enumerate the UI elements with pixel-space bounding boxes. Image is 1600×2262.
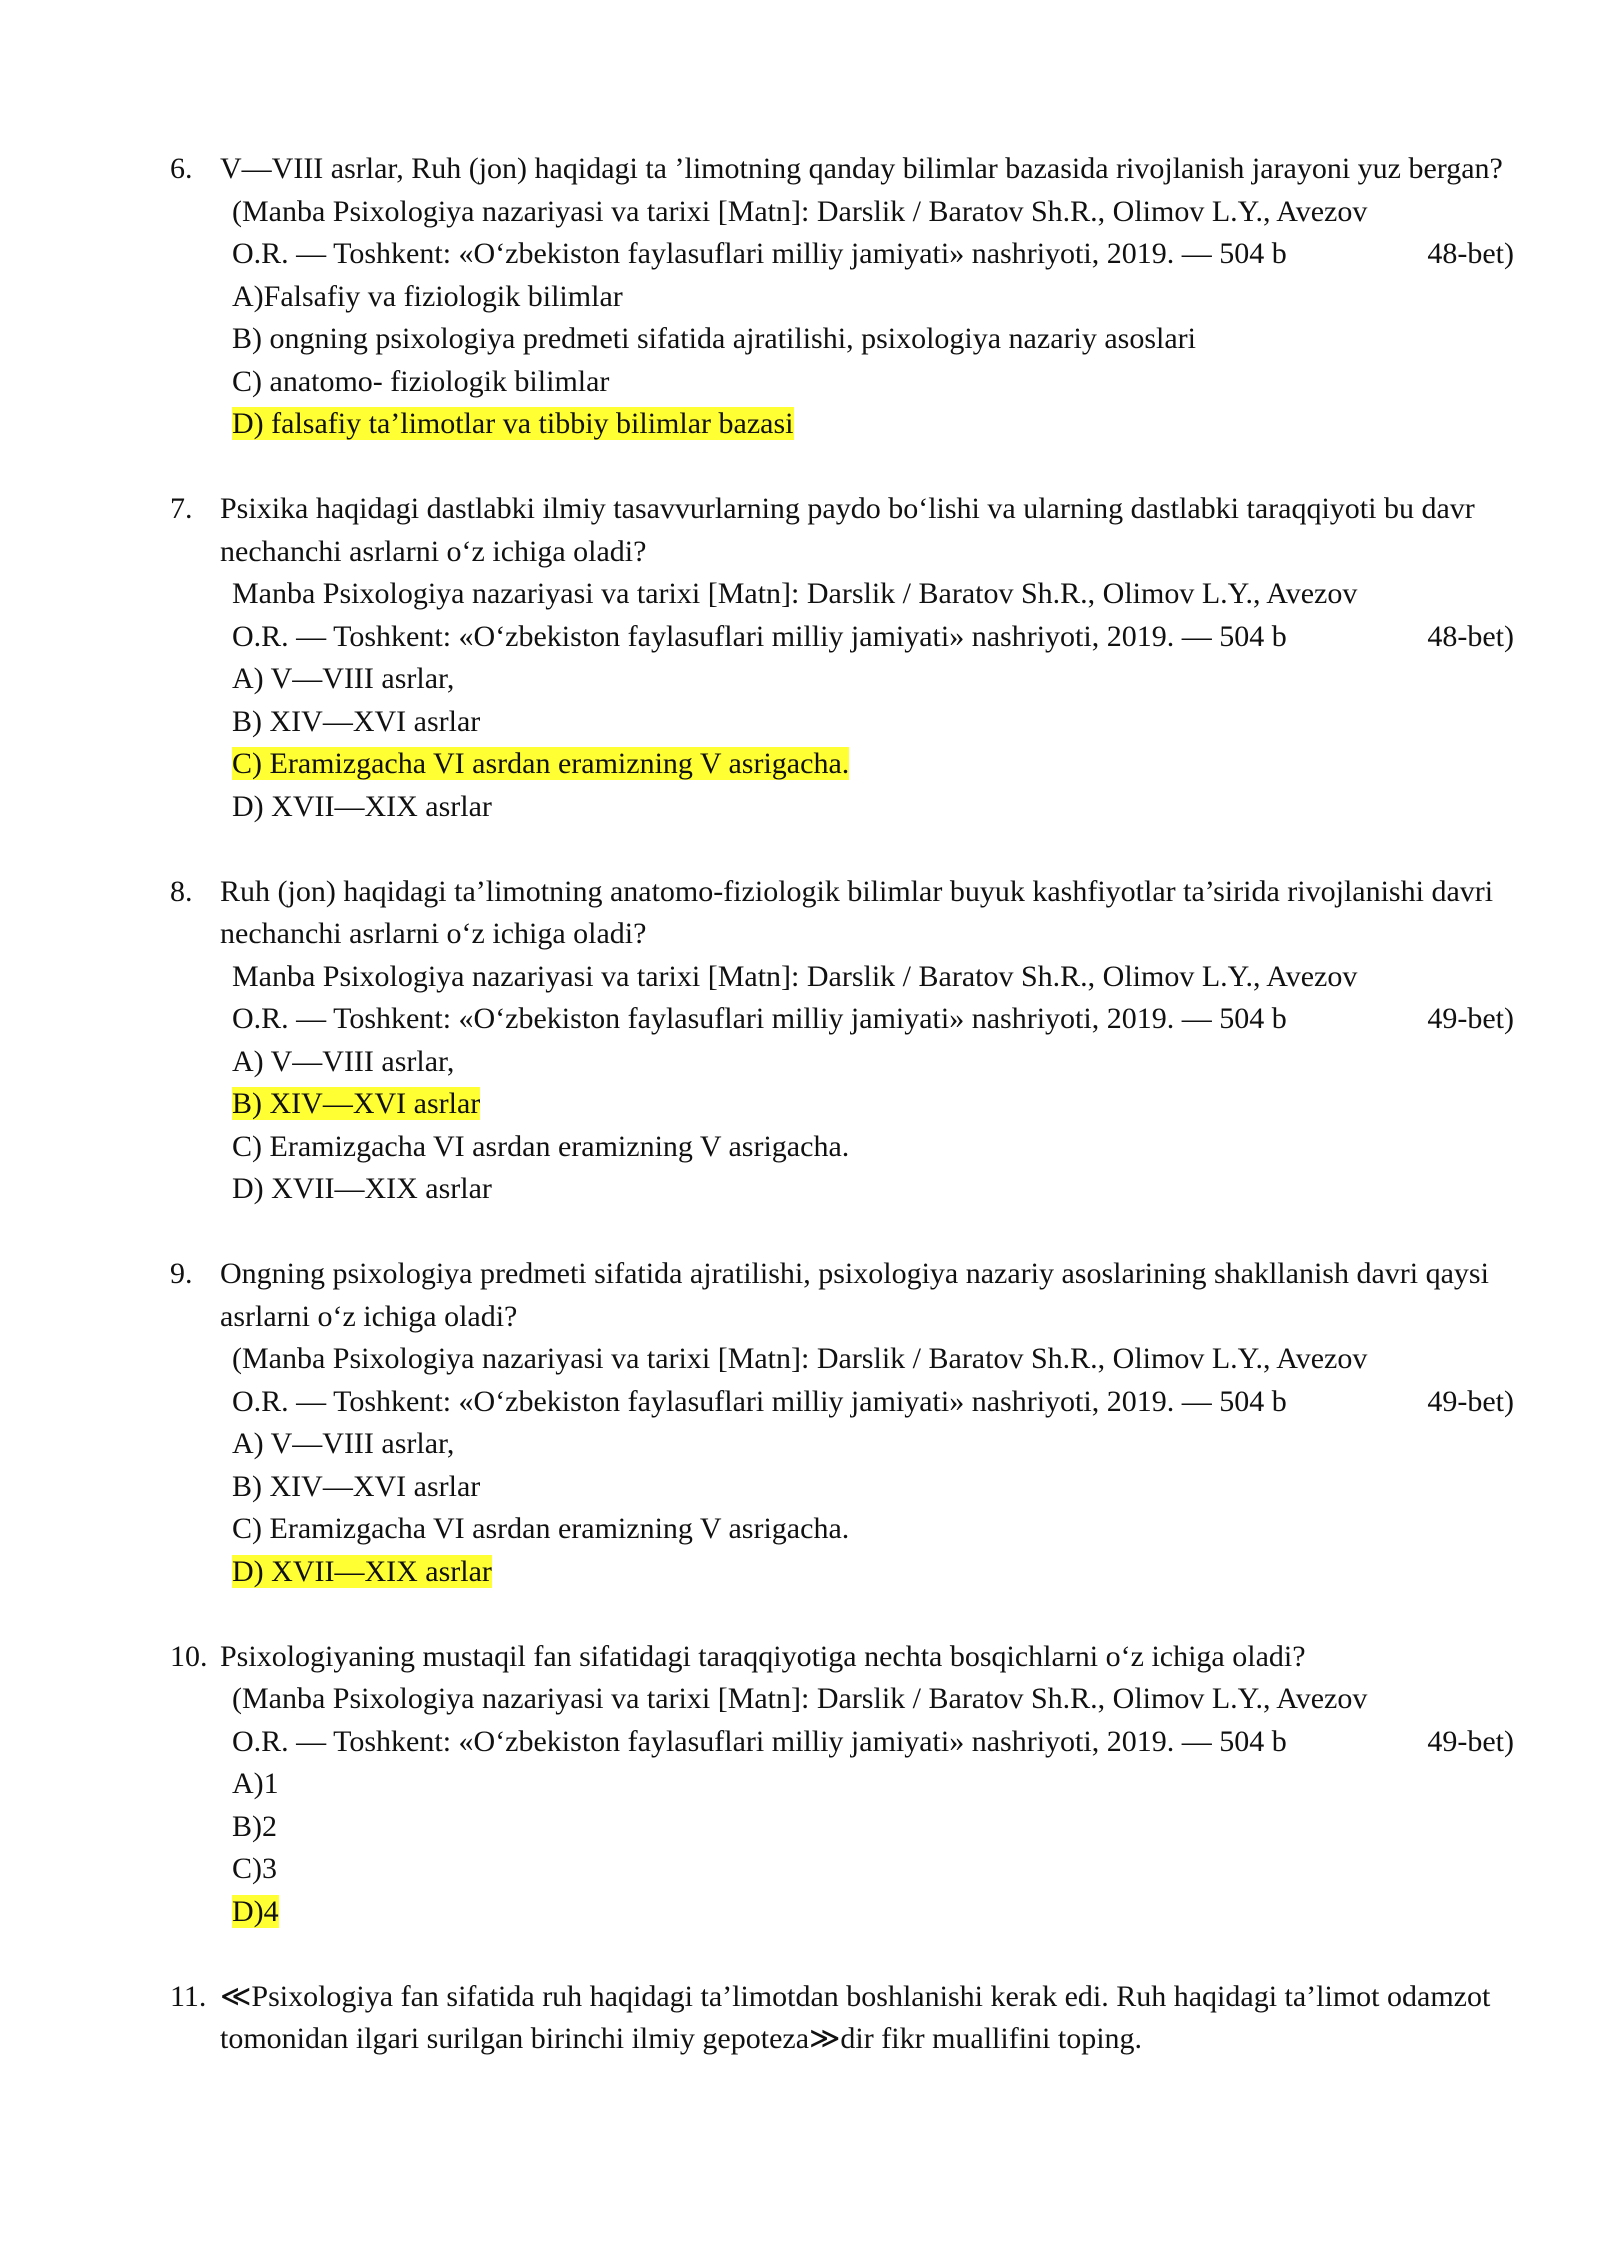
answer-option-text: A) V—VIII asrlar, [232, 662, 455, 695]
answer-option-text: B)2 [232, 1809, 277, 1843]
answer-option-text: B) XIV—XVI asrlar [232, 704, 481, 738]
question-number: 10. [170, 1639, 208, 1673]
answer-option-text: A) V—VIII asrlar, [232, 1044, 455, 1078]
source-reference [232, 1338, 1520, 1423]
answer-option-text: C) Eramizgacha VI asrdan eramizning V asrigacha. [232, 1512, 850, 1545]
answer-option-text: D) XVII—XIX asrlar [232, 789, 492, 823]
source-publisher: O.R. — Toshkent: «O‘zbekiston faylasuflari milliy jamiyati» nashriyoti, 2019. — 504 b [232, 237, 1287, 270]
answer-option-correct: D) XVII—XIX asrlar [232, 1554, 492, 1588]
question-text: Ongning psixologiya predmeti sifatida ajratilishi, psixologiya nazariy asoslarining shakllanish davri qaysi asrlarni o‘z ichiga oladi? [220, 1257, 1489, 1333]
answer-option-correct: C) Eramizgacha VI asrdan eramizning V asrigacha. [232, 747, 850, 780]
answer-option [232, 403, 1520, 446]
answer-option [232, 743, 1520, 786]
page-reference: 49-bet) [1427, 1002, 1514, 1035]
answer-option [232, 1891, 1520, 1934]
question-line [170, 488, 1520, 573]
question-number: 7. [170, 492, 193, 525]
source-publisher: O.R. — Toshkent: «O‘zbekiston faylasuflari milliy jamiyati» nashriyoti, 2019. — 504 b [232, 619, 1287, 653]
question-line [170, 871, 1520, 956]
question-text: V—VIII asrlar, Ruh (jon) haqidagi ta ’limotning qanday bilimlar bazasida rivojlanish jarayoni yuz bergan? [220, 152, 1503, 185]
source-reference [232, 1678, 1520, 1763]
page-reference: 48-bet) [1427, 619, 1514, 653]
answer-option [232, 1763, 1520, 1806]
source-reference [232, 956, 1520, 1041]
source-reference [232, 573, 1520, 658]
question-item [170, 871, 1520, 1211]
question-number: 11. [170, 1979, 207, 2013]
answer-option [232, 1126, 1520, 1169]
answer-option [232, 1423, 1520, 1466]
source-line-1: (Manba Psixologiya nazariyasi va tarixi [Matn]: Darslik / Baratov Sh.R., Olimov L.Y., Avezov [232, 194, 1368, 228]
answer-option [232, 786, 1520, 829]
question-item [170, 1976, 1520, 2061]
answer-option-correct: D) falsafiy ta’limotlar va tibbiy bilimlar bazasi [232, 407, 794, 440]
answer-option [232, 1508, 1520, 1551]
source-line-2 [232, 1381, 1520, 1424]
answer-option [232, 1083, 1520, 1126]
source-line-2 [232, 616, 1520, 659]
question-line [170, 1636, 1520, 1679]
answer-option [232, 318, 1520, 361]
answer-option-correct: B) XIV—XVI asrlar [232, 1087, 481, 1120]
question-text: Ruh (jon) haqidagi ta’limotning anatomo-fiziologik bilimlar buyuk kashfiyotlar ta’sirida rivojlanishi davri nechanchi asrlarni o‘z ichiga oladi? [220, 874, 1494, 950]
answer-option-text: C) anatomo- fiziologik bilimlar [232, 364, 610, 398]
source-line-2 [232, 1721, 1520, 1764]
question-text: ≪Psixologiya fan sifatida ruh haqidagi ta’limotdan boshlanishi kerak edi. Ruh haqidagi ta’limot odamzot tomonidan ilgari surilgan birinchi ilmiy gepoteza≫dir fikr muallifini toping. [220, 1979, 1491, 2055]
answer-option [232, 361, 1520, 404]
answer-option-text: C) Eramizgacha VI asrdan eramizning V asrigacha. [232, 1129, 850, 1163]
source-line-1: (Manba Psixologiya nazariyasi va tarixi [Matn]: Darslik / Baratov Sh.R., Olimov L.Y., Avezov [232, 1342, 1368, 1375]
page-reference: 49-bet) [1427, 1724, 1514, 1758]
question-item [170, 148, 1520, 446]
source-publisher: O.R. — Toshkent: «O‘zbekiston faylasuflari milliy jamiyati» nashriyoti, 2019. — 504 b [232, 1002, 1287, 1035]
question-number: 6. [170, 152, 193, 185]
answer-option [232, 1466, 1520, 1509]
answer-option [232, 1551, 1520, 1594]
answer-option [232, 1806, 1520, 1849]
question-number: 9. [170, 1257, 193, 1290]
question-item [170, 1253, 1520, 1593]
answer-option-text: B) ongning psixologiya predmeti sifatida ajratilishi, psixologiya nazariy asoslari [232, 322, 1196, 355]
source-publisher: O.R. — Toshkent: «O‘zbekiston faylasuflari milliy jamiyati» nashriyoti, 2019. — 504 b [232, 1384, 1287, 1418]
answer-option [232, 701, 1520, 744]
answer-option [232, 658, 1520, 701]
question-item [170, 1636, 1520, 1934]
page-reference: 49-bet) [1427, 1384, 1514, 1418]
question-number: 8. [170, 874, 193, 908]
answer-option [232, 1168, 1520, 1211]
answer-option-text: C)3 [232, 1852, 277, 1885]
question-line [170, 1976, 1520, 2061]
answer-option [232, 1041, 1520, 1084]
source-line-2 [232, 998, 1520, 1041]
source-line-1: Manba Psixologiya nazariyasi va tarixi [Matn]: Darslik / Baratov Sh.R., Olimov L.Y., Avezov [232, 577, 1358, 610]
source-line-2 [232, 233, 1520, 276]
source-line-1: (Manba Psixologiya nazariyasi va tarixi [Matn]: Darslik / Baratov Sh.R., Olimov L.Y., Avezov [232, 1682, 1368, 1715]
question-line [170, 148, 1520, 191]
question-item [170, 488, 1520, 828]
answer-option-text: D) XVII—XIX asrlar [232, 1172, 492, 1205]
source-line-1: Manba Psixologiya nazariyasi va tarixi [Matn]: Darslik / Baratov Sh.R., Olimov L.Y., Avezov [232, 959, 1358, 993]
answer-option [232, 1848, 1520, 1891]
answer-option-text: A)Falsafiy va fiziologik bilimlar [232, 279, 623, 313]
answer-option-text: B) XIV—XVI asrlar [232, 1469, 481, 1503]
question-text: Psixika haqidagi dastlabki ilmiy tasavvurlarning paydo bo‘lishi va ularning dastlabki taraqqiyoti bu davr nechanchi asrlarni o‘z ichiga oladi? [220, 492, 1475, 568]
question-text: Psixologiyaning mustaqil fan sifatidagi taraqqiyotiga nechta bosqichlarni o‘z ichiga oladi? [220, 1639, 1306, 1673]
answer-option-text: A)1 [232, 1767, 279, 1800]
answer-option [232, 276, 1520, 319]
question-line [170, 1253, 1520, 1338]
question-list [170, 148, 1520, 2103]
page-reference: 48-bet) [1427, 237, 1514, 270]
source-publisher: O.R. — Toshkent: «O‘zbekiston faylasuflari milliy jamiyati» nashriyoti, 2019. — 504 b [232, 1724, 1287, 1758]
source-reference [232, 191, 1520, 276]
answer-option-text: A) V—VIII asrlar, [232, 1427, 455, 1460]
answer-option-correct: D)4 [232, 1894, 279, 1928]
